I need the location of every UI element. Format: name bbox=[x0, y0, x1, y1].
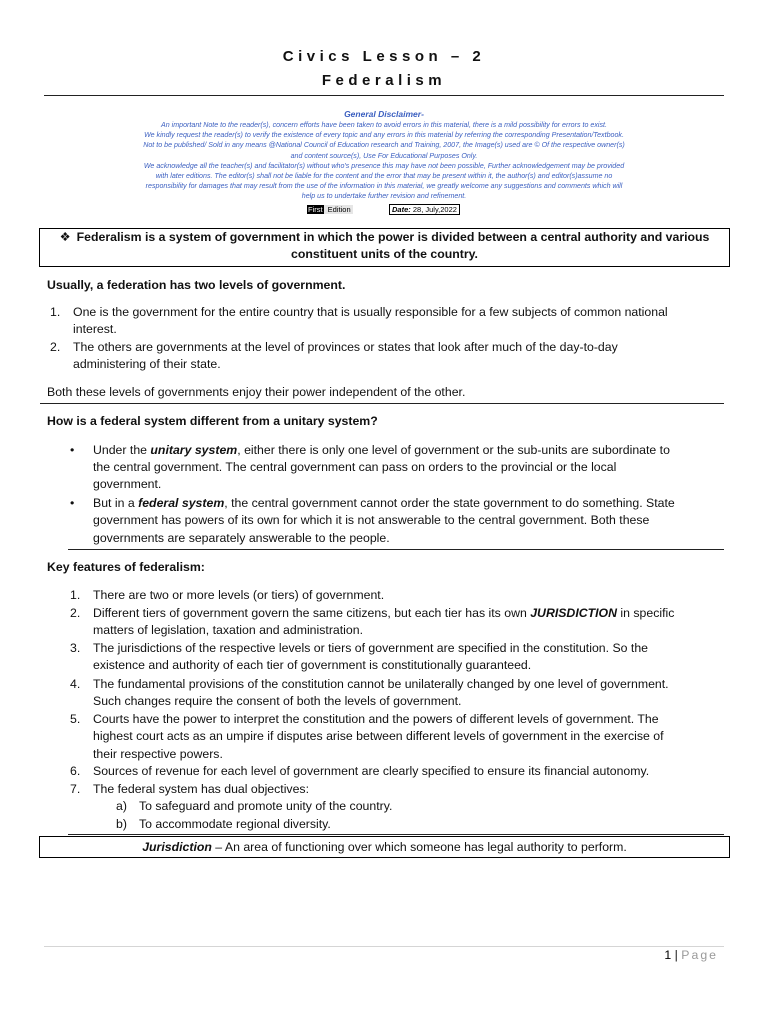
text-run: Under the bbox=[93, 443, 151, 457]
comparison-heading: How is a federal system different from a unitary system? bbox=[47, 414, 378, 428]
page-number: 1 bbox=[664, 948, 672, 962]
sub-list-label: a) bbox=[116, 799, 127, 813]
lesson-subject: Federalism bbox=[321, 72, 447, 89]
page-separator: | bbox=[671, 948, 682, 962]
disclaimer-line: and content source(s), Use For Educational Purposes Only. bbox=[290, 151, 478, 160]
section-divider bbox=[68, 549, 724, 550]
list-number: 2. bbox=[50, 340, 61, 354]
definition-box bbox=[39, 228, 730, 267]
edition-label bbox=[307, 205, 353, 214]
list-number: 4. bbox=[70, 677, 81, 691]
disclaimer-line: Not to be published/ Sold in any means @National Council of Education research and Training, 2007, the Image(s) used are © Of the respective owner(s) bbox=[143, 141, 625, 150]
general-disclaimer bbox=[96, 108, 672, 202]
edition-first: First bbox=[308, 205, 323, 214]
list-item bbox=[93, 442, 670, 460]
diamond-bullet-icon: ❖ bbox=[59, 230, 71, 244]
list-item-continuation: government. bbox=[93, 477, 162, 491]
sub-list-item: To accommodate regional diversity. bbox=[139, 817, 331, 831]
page-label: Page bbox=[681, 948, 718, 962]
lesson-title: Civics Lesson – 2 bbox=[282, 48, 486, 65]
list-number: 1. bbox=[70, 588, 81, 602]
list-item: The jurisdictions of the respective levels or tiers of government are specified in the constitution. So the bbox=[93, 641, 649, 655]
text-run: in specific bbox=[617, 606, 675, 620]
list-item: Courts have the power to interpret the constitution and the powers of different levels of government. The bbox=[93, 712, 659, 726]
definition-line-2: constituent units of the country. bbox=[291, 247, 478, 261]
disclaimer-line: help us to undertake further revision and refinement. bbox=[301, 192, 467, 201]
term-jurisdiction: JURISDICTION bbox=[530, 606, 617, 620]
list-number: 5. bbox=[70, 712, 81, 726]
list-item-continuation: government has powers of its own for which it is not answerable to the central government. Both these bbox=[93, 513, 650, 527]
list-item-continuation: their respective powers. bbox=[93, 747, 223, 761]
title-divider bbox=[44, 95, 724, 96]
list-item: The fundamental provisions of the constitution cannot be unilaterally changed by one level of government. bbox=[93, 677, 669, 691]
definition-line-1: Federalism is a system of government in which the power is divided between a central authority and various bbox=[76, 230, 710, 244]
list-number: 7. bbox=[70, 782, 81, 796]
text-run: Different tiers of government govern the same citizens, but each tier has its own bbox=[93, 606, 531, 620]
list-item-continuation: existence and authority of each tier of government is constitutionally guaranteed. bbox=[93, 658, 532, 672]
bullet-icon: • bbox=[70, 443, 75, 457]
bullet-icon: • bbox=[70, 496, 75, 510]
disclaimer-line: with later editions. The editor(s) shall not be liable for the content and the error that may be present within it, the author(s) and editor(s)assume no bbox=[155, 172, 613, 181]
disclaimer-line: responsibility for damages that may result from the use of the information in this material, we greatly welcome any suggestions and comments which will bbox=[145, 182, 623, 191]
text-run: , either there is only one level of government or the sub-units are subordinate to bbox=[237, 443, 670, 457]
section-divider bbox=[40, 403, 724, 404]
page-footer bbox=[664, 948, 718, 962]
list-number: 6. bbox=[70, 764, 81, 778]
list-item: The others are governments at the level of provinces or states that look after much of the day-to-day bbox=[73, 340, 618, 354]
term-unitary-system: unitary system bbox=[150, 443, 238, 457]
disclaimer-line: We kindly request the reader(s) to verify the existence of every topic and any errors in this material by referring the corresponding Presentation/Textbook. bbox=[144, 131, 624, 140]
text-run: , the central government cannot order the state government to do something. State bbox=[224, 496, 675, 510]
sub-list-label: b) bbox=[116, 817, 127, 831]
edition-date bbox=[389, 204, 460, 215]
list-item bbox=[93, 605, 674, 623]
list-number: 2. bbox=[70, 606, 81, 620]
list-item-continuation: interest. bbox=[73, 322, 117, 336]
list-item: The federal system has dual objectives: bbox=[93, 782, 309, 796]
disclaimer-line: We acknowledge all the teacher(s) and facilitator(s) without who's presence this may have not been possible, Further acknowledgement may be provided bbox=[143, 161, 625, 170]
jurisdiction-term: Jurisdiction bbox=[142, 840, 212, 854]
list-item-continuation: administering of their state. bbox=[73, 357, 221, 371]
levels-conclusion: Both these levels of governments enjoy their power independent of the other. bbox=[47, 385, 466, 399]
list-item-continuation: matters of legislation, taxation and administration. bbox=[93, 623, 363, 637]
edition-word: Edition bbox=[325, 205, 351, 214]
list-number: 1. bbox=[50, 305, 61, 319]
list-item: Sources of revenue for each level of government are clearly specified to ensure its financial autonomy. bbox=[93, 764, 650, 778]
jurisdiction-box bbox=[39, 836, 730, 858]
jurisdiction-definition: – An area of functioning over which someone has legal authority to perform. bbox=[211, 840, 627, 854]
sub-list-item: To safeguard and promote unity of the country. bbox=[139, 799, 393, 813]
levels-heading: Usually, a federation has two levels of government. bbox=[47, 278, 346, 292]
list-number: 3. bbox=[70, 641, 81, 655]
section-divider bbox=[68, 834, 724, 835]
footer-divider bbox=[44, 946, 724, 947]
list-item: There are two or more levels (or tiers) of government. bbox=[93, 588, 385, 602]
list-item-continuation: governments are separately answerable to the people. bbox=[93, 531, 390, 545]
list-item: One is the government for the entire country that is usually responsible for a few subjects of common national bbox=[73, 305, 668, 319]
term-federal-system: federal system bbox=[138, 496, 225, 510]
list-item-continuation: highest court acts as an umpire if disputes arise between different levels of government in the exercise of bbox=[93, 729, 664, 743]
disclaimer-heading: General Disclaimer- bbox=[344, 109, 424, 119]
list-item bbox=[93, 495, 675, 513]
date-label: Date: bbox=[392, 205, 411, 214]
list-item-continuation: Such changes require the consent of both the levels of government. bbox=[93, 694, 462, 708]
date-value: 28, July,2022 bbox=[410, 205, 457, 214]
list-item-continuation: the central government. The central government can pass on orders to the provincial or the local bbox=[93, 460, 617, 474]
features-heading: Key features of federalism: bbox=[47, 560, 205, 574]
text-run: But in a bbox=[93, 496, 139, 510]
disclaimer-line: An important Note to the reader(s), concern efforts have been taken to avoid errors in this material, there is a mild possibility for errors to exist. bbox=[161, 121, 607, 129]
